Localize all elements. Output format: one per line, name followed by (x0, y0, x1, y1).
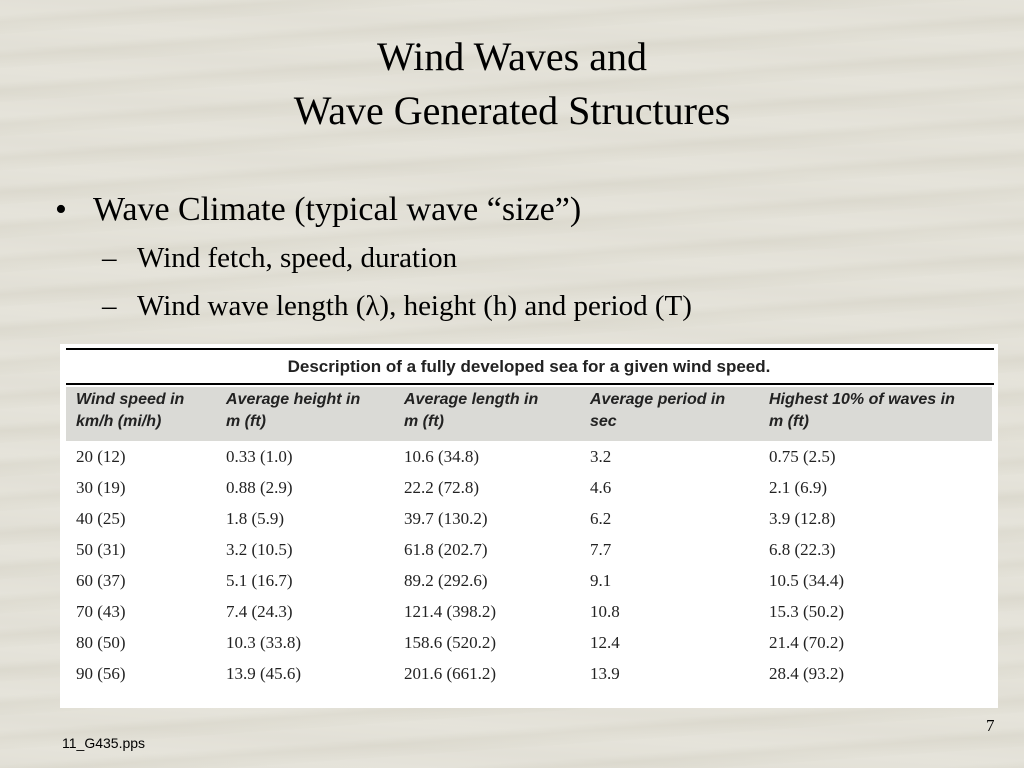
title-line-1: Wind Waves and (377, 34, 647, 79)
table-cell: 7.7 (590, 539, 612, 559)
table-row (66, 441, 992, 472)
table-cell: 6.8 (22.3) (769, 539, 836, 559)
table-cell: 3.9 (12.8) (769, 508, 836, 528)
table-cell: 60 (37) (76, 570, 126, 590)
table-row (66, 503, 992, 534)
bullet-text: Wave Climate (typical wave “size”) (93, 191, 582, 228)
bullet-list (55, 188, 995, 324)
table-cell: 3.2 (10.5) (226, 539, 293, 559)
header-average-period: Average period in sec (580, 387, 759, 441)
table-cell: 89.2 (292.6) (404, 570, 488, 590)
header-highest-ten-percent: Highest 10% of waves in m (ft) (759, 387, 992, 441)
dash-icon: – (102, 290, 117, 322)
table-cell: 3.2 (590, 446, 612, 466)
table-cell: 10.5 (34.4) (769, 570, 845, 590)
table-cell: 21.4 (70.2) (769, 632, 845, 652)
table-row (66, 534, 992, 565)
table-cell: 0.75 (2.5) (769, 446, 836, 466)
table-header-row (66, 387, 992, 441)
table-cell: 1.8 (5.9) (226, 508, 285, 528)
table-cell: 9.1 (590, 570, 612, 590)
bullet-item (55, 188, 995, 232)
title-line-2: Wave Generated Structures (293, 88, 731, 133)
table-cell: 158.6 (520.2) (404, 632, 497, 652)
table-cell: 80 (50) (76, 632, 126, 652)
table-cell: 10.6 (34.8) (404, 446, 480, 466)
table-cell: 30 (19) (76, 477, 126, 497)
sub-bullet-text: Wind fetch, speed, duration (137, 242, 458, 274)
table-cell: 121.4 (398.2) (404, 601, 497, 621)
table-cell: 5.1 (16.7) (226, 570, 293, 590)
table-cell: 4.6 (590, 477, 612, 497)
table-cell: 13.9 (590, 663, 620, 683)
table-cell: 6.2 (590, 508, 612, 528)
dash-icon: – (102, 242, 117, 274)
table-cell: 10.3 (33.8) (226, 632, 302, 652)
header-average-height: Average height in m (ft) (216, 387, 394, 441)
table-cell: 0.88 (2.9) (226, 477, 293, 497)
header-wind-speed: Wind speed in km/h (mi/h) (66, 387, 216, 441)
table-cell: 28.4 (93.2) (769, 663, 845, 683)
table-cell: 20 (12) (76, 446, 126, 466)
table-top-rule (66, 348, 994, 350)
table-cell: 39.7 (130.2) (404, 508, 488, 528)
table-row (66, 472, 992, 503)
table-cell: 61.8 (202.7) (404, 539, 488, 559)
table-row (66, 627, 992, 658)
table-cell: 15.3 (50.2) (769, 601, 845, 621)
table-caption-rule (66, 383, 994, 385)
table-cell: 10.8 (590, 601, 620, 621)
table-row (66, 658, 992, 689)
table-cell: 90 (56) (76, 663, 126, 683)
slide-title (0, 30, 1024, 138)
sub-bullet-item (55, 288, 995, 324)
sub-bullet-item (55, 240, 995, 276)
table-cell: 0.33 (1.0) (226, 446, 293, 466)
table-cell: 7.4 (24.3) (226, 601, 293, 621)
bullet-icon: • (55, 191, 67, 228)
table-row (66, 565, 992, 596)
table-cell: 13.9 (45.6) (226, 663, 302, 683)
table-cell: 22.2 (72.8) (404, 477, 480, 497)
sub-bullet-text: Wind wave length (λ), height (h) and period (T) (137, 290, 692, 322)
sea-state-table-image (60, 344, 998, 708)
footer-filename: 11_G435.pps (62, 735, 146, 751)
table-cell: 12.4 (590, 632, 620, 652)
page-number: 7 (986, 716, 995, 735)
table-cell: 50 (31) (76, 539, 126, 559)
sea-state-table (66, 387, 992, 689)
table-cell: 40 (25) (76, 508, 126, 528)
table-cell: 201.6 (661.2) (404, 663, 497, 683)
header-average-length: Average length in m (ft) (394, 387, 580, 441)
table-caption: Description of a fully developed sea for a given wind speed. (287, 357, 771, 376)
table-cell: 2.1 (6.9) (769, 477, 828, 497)
table-row (66, 596, 992, 627)
table-cell: 70 (43) (76, 601, 126, 621)
